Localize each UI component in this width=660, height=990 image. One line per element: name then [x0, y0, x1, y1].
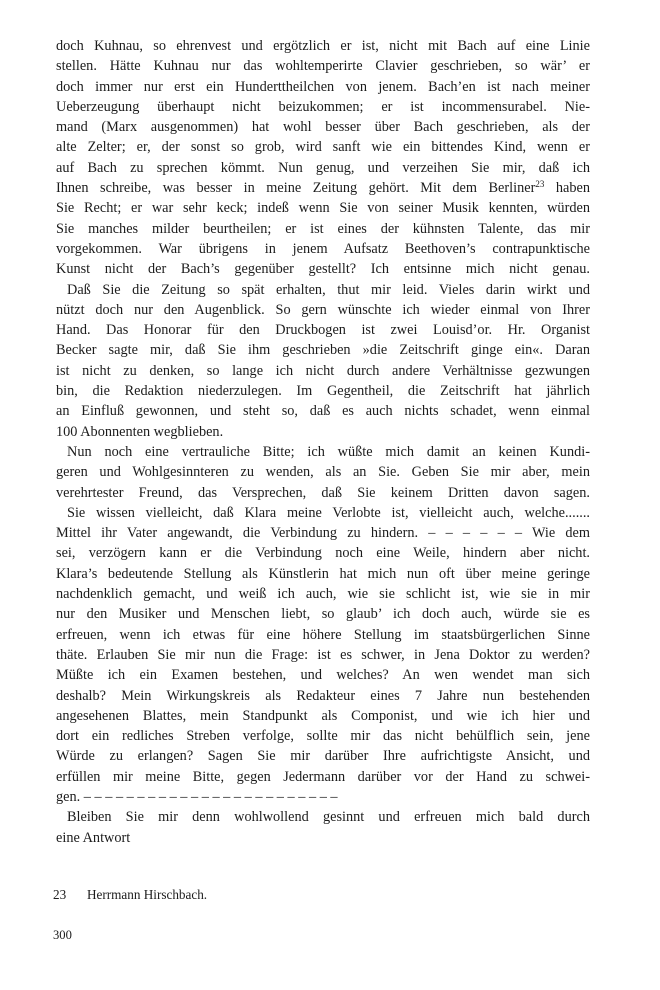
text-line: nützt doch nur den Augenblick. So gern wünschte ich wieder einmal von Ihrer: [56, 301, 590, 318]
text-line: Mittel ihr Vater angewandt, die Verbindung zu hindern. – – – – – – Wie dem: [56, 525, 590, 542]
footnote: [53, 886, 590, 904]
text-line: stellen. Hätte Kuhnau nur das wohltemperirte Clavier geschrieben, so wär’ er: [56, 58, 590, 75]
text-line: Daß Sie die Zeitung so spät erhalten, thut mir leid. Vieles darin wirkt und: [67, 281, 590, 298]
text-line: Bleiben Sie mir denn wohlwollend gesinnt und erfreuen mich bald durch: [67, 809, 590, 826]
footnote-text: Herrmann Hirschbach.: [87, 887, 208, 902]
letter-body: [56, 36, 590, 848]
text-line: nachdenklich gemacht, und weiß ich auch, wie sie schlicht ist, wie sie in mir: [56, 586, 590, 603]
text-line: Sie Recht; er war sehr keck; indeß wenn Sie von seiner Musik kennten, würden: [56, 200, 590, 217]
page-number: 300: [53, 928, 72, 942]
text-line: eine Antwort: [56, 829, 131, 846]
text-line: mand (Marx ausgenommen) hat wohl besser über Bach geschrieben, als der: [56, 119, 590, 136]
text-line: ist nicht zu denken, so lange ich nicht durch andere Verhältnisse gezwungen: [56, 362, 590, 379]
text-line: vorgekommen. War übrigens in jenem Aufsatz Beethoven’s contrapunktische: [56, 240, 590, 257]
text-line: Sie manches milder beurtheilen; er ist eines der kühnsten Talente, das mir: [56, 220, 590, 237]
footnote-number: 23: [53, 887, 67, 902]
text-line: Ueberzeugung überhaupt nicht beizukommen; er ist incommensurabel. Nie-: [56, 98, 590, 115]
text-line: Nun noch eine vertrauliche Bitte; ich wüßte mich damit an keinen Kundi-: [67, 443, 590, 460]
text-line: gen. – – – – – – – – – – – – – – – – – – – – – – – –: [56, 788, 338, 805]
text-line: angesehenen Blattes, mein Standpunkt als Componist, und wie ich hier und: [56, 707, 590, 724]
text-line: Müßte ich ein Examen bestehen, und welches? An wen wendet man sich: [56, 667, 590, 684]
text-line: geren und Wohlgesinnteren zu wenden, als an Sie. Geben Sie mir aber, mein: [56, 464, 590, 481]
text-line: alte Zelter; er, der sonst so grob, wird sanft wie ein bittendes Kind, wenn er: [56, 139, 590, 156]
text-line: nur den Musiker und Menschen liebt, so glaub’ ich doch auch, würde sie es: [56, 606, 590, 623]
text-line: Becker sagte mir, daß Sie ihm geschrieben »die Zeitschrift ginge ein«. Daran: [56, 342, 590, 359]
text-line: Würde zu erlangen? Sagen Sie mir darüber Ihre aufrichtigste Ansicht, und: [56, 748, 590, 765]
text-line: thäte. Erlauben Sie mir nun die Frage: ist es schwer, in Jena Doktor zu werden?: [56, 646, 590, 663]
text-line: verehrtester Freund, das Versprechen, daß Sie keinem Dritten davon sagen.: [56, 484, 590, 501]
text-line: doch immer nur erst ein Hunderttheilchen von jenem. Bach’en ist nach meiner: [56, 78, 590, 95]
text-line: deshalb? Mein Wirkungskreis als Redakteur eines 7 Jahre nun bestehenden: [56, 687, 590, 704]
text-line: doch Kuhnau, so ehrenvest und ergötzlich er ist, nicht mit Bach auf eine Linie: [56, 38, 590, 54]
text-line: auf Bach zu sprechen kömmt. Nun genug, und verzeihen Sie mir, daß ich: [56, 159, 590, 176]
footnote-ref: 23: [535, 179, 545, 190]
text-line: dort ein redliches Streben verfolge, sollte mir das nicht behülflich sein, jene: [56, 728, 590, 745]
text-line: 100 Abonnenten wegblieben.: [56, 423, 224, 440]
text-line: Kunst nicht der Bach’s gegenüber gestellt? Ich entsinne mich nicht genau.: [56, 261, 590, 278]
text-line: erfüllen mir meine Bitte, gegen Jedermann darüber vor der Hand zu schwei-: [56, 768, 590, 785]
text-line: erfreuen, wenn ich etwas für eine höhere Stellung im staatsbürgerlichen Sinne: [56, 626, 590, 643]
text-line: Hand. Das Honorar für den Druckbogen ist zwei Louisd’or. Hr. Organist: [56, 322, 590, 339]
text-line: an Einfluß gewonnen, und steht so, daß es auch nichts schadet, wenn einmal: [56, 403, 590, 420]
text-line: Klara’s bedeutende Stellung als Künstlerin hat mich nun oft über meine geringe: [56, 565, 590, 582]
text-line: Ihnen schreibe, was besser in meine Zeitung gehört. Mit dem Berliner$^{23}$ haben: [56, 179, 590, 197]
text-line: sei, verzögern kann er die Verbindung noch eine Weile, hindern aber nicht.: [56, 545, 590, 562]
text-line: bin, die Redaktion niederzulegen. Im Gegentheil, die Zeitschrift hat jährlich: [56, 383, 590, 400]
text-line: Sie wissen vielleicht, daß Klara meine Verlobte ist, vielleicht auch, welche.......: [67, 504, 590, 521]
